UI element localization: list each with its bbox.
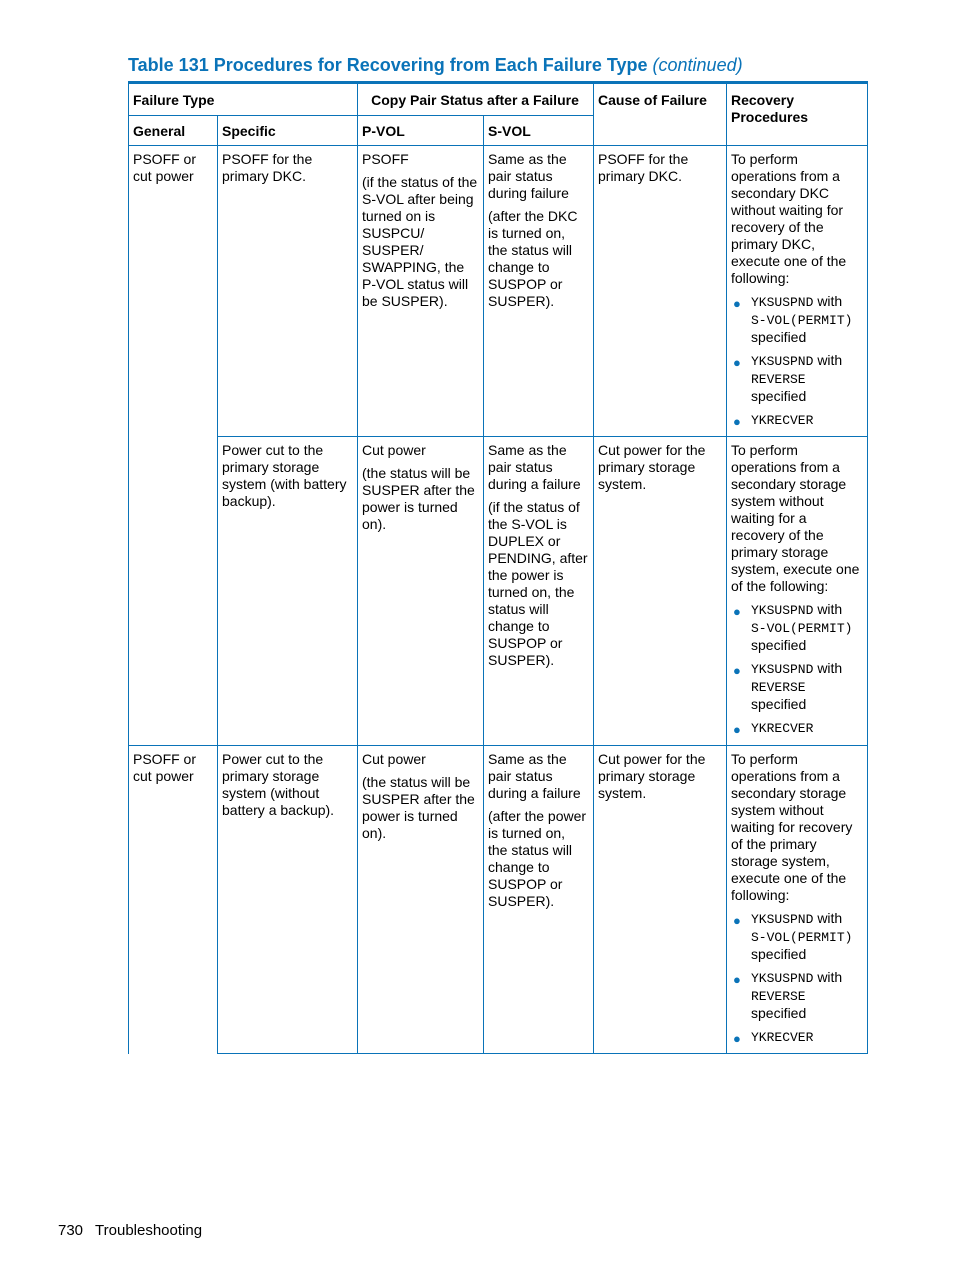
row3-bullet-3 [731, 1028, 863, 1046]
row1-recovery-intro: To perform operations from a secondary DKC without waiting for recovery of the primary DKC, execute one of the following: [731, 151, 847, 286]
bullet-with: with [817, 601, 843, 617]
grid-line [217, 115, 218, 1054]
command-name: YKSUSPND [751, 912, 814, 927]
grid-line [357, 84, 358, 1054]
bullet-icon: ● [733, 972, 741, 987]
row2-bullet-3 [731, 719, 863, 737]
row1-svol-note: (after the DKC is turned on, the status will change to SUSPOP or SUSPER). [488, 208, 578, 309]
row1-cause: PSOFF for the primary DKC. [598, 151, 689, 184]
row1-svol [483, 145, 593, 316]
bullet-with: with [817, 660, 843, 676]
bullet-with: with [817, 352, 843, 368]
bullet-icon: ● [733, 1031, 741, 1046]
bullet-with: with [817, 910, 843, 926]
row3-cause: Cut power for the primary storage system. [598, 751, 706, 801]
command-name: YKSUSPND [751, 662, 814, 677]
command-name: YKSUSPND [751, 603, 814, 618]
table-caption-label: Table 131 Procedures for Recovering from Each Failure Type [128, 55, 648, 75]
grid-line [483, 115, 484, 1054]
row2-svol-status: Same as the pair status during a failure [488, 442, 581, 492]
header-cause-of-failure: Cause of Failure [598, 92, 707, 108]
bullet-icon: ● [733, 604, 741, 619]
command-argument: S-VOL(PERMIT) [751, 313, 853, 328]
command-name: YKRECVER [751, 413, 814, 428]
header-recovery-procedures: Recovery Procedures [731, 92, 809, 125]
bullet-icon: ● [733, 296, 741, 311]
row1-bullet-1 [731, 293, 863, 346]
row1-bullet-2 [731, 352, 863, 405]
command-argument: S-VOL(PERMIT) [751, 930, 853, 945]
row1-pvol [357, 145, 483, 316]
command-name: YKSUSPND [751, 354, 814, 369]
command-name: YKSUSPND [751, 971, 814, 986]
row2-bullet-2 [731, 660, 863, 713]
header-svol: S-VOL [488, 123, 531, 139]
table-caption-continued: (continued) [652, 55, 743, 75]
row2-specific: Power cut to the primary storage system (with battery backup). [222, 442, 347, 509]
row3-pvol-note: (the status will be SUSPER after the power is turned on). [362, 774, 475, 841]
command-argument: REVERSE [751, 372, 806, 387]
grid-line [128, 145, 868, 146]
bullet-tail: specified [751, 329, 807, 345]
row2-recovery-intro: To perform operations from a secondary storage system without waiting for a recovery of the primary storage system, execute one of the following: [731, 442, 860, 594]
row1-recovery [726, 145, 868, 435]
command-name: YKRECVER [751, 721, 814, 736]
grid-line [867, 84, 868, 1054]
header-specific: Specific [222, 123, 276, 139]
command-name: YKRECVER [751, 1030, 814, 1045]
grid-line [128, 745, 868, 746]
table-caption [128, 55, 743, 76]
row2-pvol-status: Cut power [362, 442, 426, 458]
row3-pvol-status: Cut power [362, 751, 426, 767]
row1-pvol-status: PSOFF [362, 151, 409, 167]
row2-pvol-note: (the status will be SUSPER after the power is turned on). [362, 465, 475, 532]
row2-svol-note: (if the status of the S-VOL is DUPLEX or PENDING, after the power is turned on, the status will change to SUSPOP or SUSPER). [488, 499, 588, 668]
row3-bullet-1 [731, 910, 863, 963]
row3-svol-status: Same as the pair status during a failure [488, 751, 581, 801]
bullet-icon: ● [733, 355, 741, 370]
row2-recovery [726, 436, 868, 743]
command-argument: S-VOL(PERMIT) [751, 621, 853, 636]
command-argument: REVERSE [751, 989, 806, 1004]
bullet-with: with [817, 293, 843, 309]
bullet-icon: ● [733, 722, 741, 737]
bullet-tail: specified [751, 946, 807, 962]
bullet-icon: ● [733, 414, 741, 429]
page-number: 730 [58, 1222, 84, 1239]
bullet-icon: ● [733, 913, 741, 928]
row1-bullet-3 [731, 411, 863, 429]
grid-line [726, 84, 727, 1054]
header-general: General [133, 123, 186, 139]
row2-svol [483, 436, 593, 675]
command-name: YKSUSPND [751, 295, 814, 310]
row2-bullet-1 [731, 601, 863, 654]
row1-general: PSOFF or cut power [133, 151, 197, 184]
row3-svol-note: (after the power is turned on, the status will change to SUSPOP or SUSPER). [488, 808, 587, 909]
row2-cause: Cut power for the primary storage system. [598, 442, 706, 492]
grid-line [128, 115, 593, 116]
page-footer [58, 1222, 202, 1239]
row3-specific: Power cut to the primary storage system (without battery a backup). [222, 751, 335, 818]
row3-svol [483, 745, 593, 916]
row2-pvol [357, 436, 483, 539]
row1-specific: PSOFF for the primary DKC. [222, 151, 313, 184]
header-pvol: P-VOL [362, 123, 405, 139]
bullet-tail: specified [751, 1005, 807, 1021]
bullet-icon: ● [733, 663, 741, 678]
header-failure-type: Failure Type [133, 92, 215, 108]
grid-line [217, 1053, 868, 1054]
command-argument: REVERSE [751, 680, 806, 695]
row3-recovery-intro: To perform operations from a secondary storage system without waiting for recovery of the primary storage system, execute one of the following: [731, 751, 853, 903]
row3-recovery [726, 745, 868, 1052]
section-name: Troubleshooting [95, 1222, 203, 1239]
grid-line [593, 84, 594, 1054]
row3-bullet-2 [731, 969, 863, 1022]
bullet-with: with [817, 969, 843, 985]
row1-pvol-note: (if the status of the S-VOL after being turned on is SUSPCU/ SUSPER/ SWAPPING, the P-VOL status will be SUSPER). [362, 174, 478, 309]
grid-line [217, 436, 868, 437]
bullet-tail: specified [751, 637, 807, 653]
row3-general: PSOFF or cut power [133, 751, 197, 784]
bullet-tail: specified [751, 388, 807, 404]
grid-line [128, 84, 129, 1054]
row1-svol-status: Same as the pair status during failure [488, 151, 569, 201]
row3-pvol [357, 745, 483, 848]
header-copy-pair-status: Copy Pair Status after a Failure [371, 92, 579, 108]
bullet-tail: specified [751, 696, 807, 712]
